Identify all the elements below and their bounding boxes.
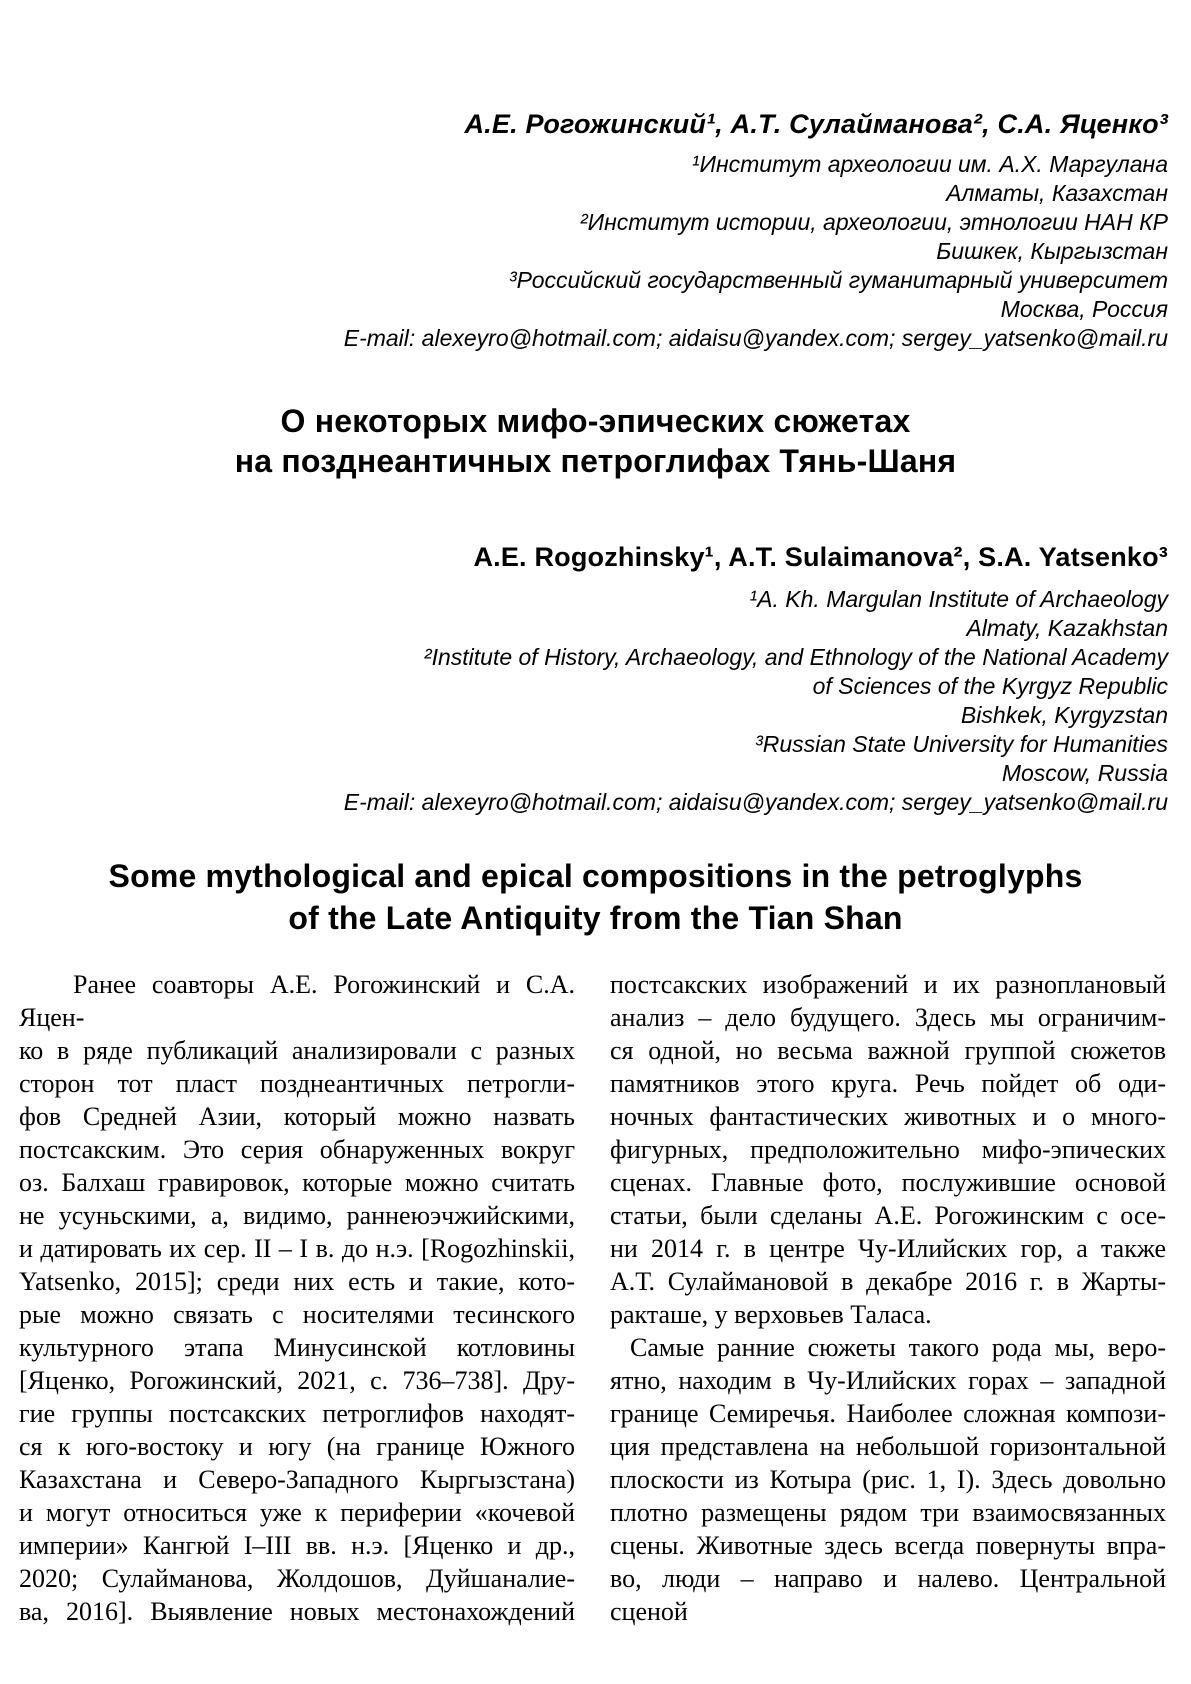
body-text-line: и датировать их сер. II – I в. до н.э. [Rogozhinskii,: [19, 1234, 575, 1263]
body-text-line: Yatsenko, 2015]; среди них есть и такие, кото-: [19, 1267, 575, 1296]
body-text-line: гие группы постсакских петроглифов находят-: [19, 1399, 575, 1428]
title-russian-line-2: на позднеантичных петроглифах Тянь-Шаня: [234, 443, 957, 479]
affiliation-line: Almaty, Kazakhstan: [966, 615, 1168, 641]
body-text-line: во, люди – направо и налево. Центральной сценой: [610, 1564, 1166, 1626]
title-russian-line-1: О некоторых мифо-эпических сюжетах: [280, 403, 911, 439]
body-text-line: оз. Балхаш гравировок, которые можно считать: [19, 1168, 575, 1197]
affiliation-line: Бишкек, Кыргызстан: [936, 238, 1168, 264]
body-column-left: [19, 968, 575, 1628]
title-english: [0, 855, 1191, 939]
affiliation-line: Москва, Россия: [1000, 296, 1168, 322]
affiliation-line: Bishkek, Kyrgyzstan: [960, 702, 1168, 728]
body-text-line: ция представлена на небольшой горизонтальной: [610, 1432, 1166, 1461]
body-text-line: [Яценко, Рогожинский, 2021, с. 736–738]. Дру-: [19, 1366, 575, 1395]
affiliation-line: Алматы, Казахстан: [946, 180, 1168, 206]
authors-russian: А.Е. Рогожинский¹, А.Т. Сулайманова², С.А. Яценко³: [464, 109, 1168, 139]
body-text-line: границе Семиречья. Наиболее сложная компози-: [610, 1399, 1166, 1428]
title-russian: [0, 401, 1191, 481]
title-english-line-1: Some mythological and epical compositions in the petroglyphs: [108, 858, 1083, 894]
body-text-line: постсакских изображений и их разноплановый: [610, 970, 1166, 999]
body-text-line: ракташе, у верховьев Таласа.: [610, 1300, 932, 1329]
body-text-line: Ранее соавторы А.Е. Рогожинский и С.А. Яцен-: [19, 970, 575, 1032]
affiliation-line: of Sciences of the Kyrgyz Republic: [812, 673, 1168, 699]
body-text-line: плотно размещены рядом три взаимосвязанных: [610, 1498, 1166, 1527]
body-text-line: А.Т. Сулаймановой в декабре 2016 г. в Жарты-: [610, 1267, 1166, 1296]
affiliations-english: [0, 585, 1168, 788]
body-text-line: анализ – дело будущего. Здесь мы ограничим-: [610, 1003, 1166, 1032]
body-text-line: сторон тот пласт позднеантичных петрогли-: [19, 1069, 575, 1098]
title-english-line-2: of the Late Antiquity from the Tian Shan: [288, 900, 903, 936]
body-text-line: сцены. Животные здесь всегда повернуты впра-: [610, 1531, 1166, 1560]
body-text-line: ся к юго-востоку и югу (на границе Южного: [19, 1432, 575, 1461]
email-line-russian: E-mail: alexeyro@hotmail.com; aidaisu@yandex.com; sergey_yatsenko@mail.ru: [343, 325, 1168, 351]
english-author-block: [0, 539, 1191, 817]
body-text-line: Самые ранние сюжеты такого рода мы, веро-: [630, 1333, 1166, 1362]
body-text-line: статьи, были сделаны А.Е. Рогожинским с осе-: [610, 1201, 1166, 1230]
affiliation-line: Moscow, Russia: [1001, 760, 1168, 786]
body-text-line: сценах. Главные фото, послужившие основой: [610, 1168, 1166, 1197]
body-text-line: памятников этого круга. Речь пойдет об оди-: [610, 1069, 1166, 1098]
body-text-line: ва, 2016]. Выявление новых местонахождений: [19, 1597, 575, 1626]
body-text-line: Казахстана и Северо-Западного Кыргызстана): [19, 1465, 575, 1494]
affiliation-line: ²Institute of History, Archaeology, and Ethnology of the National Academy: [423, 644, 1168, 670]
affiliations-russian: [0, 150, 1168, 324]
affiliation-line: ³Russian State University for Humanities: [755, 731, 1168, 757]
body-text-line: фигурных, предположительно мифо-эпических: [610, 1135, 1166, 1164]
affiliation-line: ¹A. Kh. Margulan Institute of Archaeology: [749, 586, 1168, 612]
body-text-line: ко в ряде публикаций анализировали с разных: [19, 1036, 575, 1065]
body-text-line: империи» Кангюй I–III вв. н.э. [Яценко и др.,: [19, 1531, 575, 1560]
body-text-line: ся одной, но весьма важной группой сюжетов: [610, 1036, 1166, 1065]
body-text-line: и могут относиться уже к периферии «кочевой: [19, 1498, 575, 1527]
authors-english: A.E. Rogozhinsky¹, A.T. Sulaimanova², S.A. Yatsenko³: [473, 542, 1168, 572]
body-text-line: ятно, находим в Чу-Илийских горах – западной: [610, 1366, 1166, 1395]
body-text-line: ни 2014 г. в центре Чу-Илийских гор, а также: [610, 1234, 1166, 1263]
body-text-line: рые можно связать с носителями тесинского: [19, 1300, 575, 1329]
body-text-line: постсакским. Это серия обнаруженных вокруг: [19, 1135, 575, 1164]
body-text-line: ночных фантастических животных и о много-: [610, 1102, 1166, 1131]
body-column-right: [610, 968, 1166, 1628]
body-text-line: 2020; Сулайманова, Жолдошов, Дуйшаналие-: [19, 1564, 575, 1593]
article-body: [0, 968, 1191, 1628]
russian-author-block: [0, 106, 1191, 353]
affiliation-line: ³Российский государственный гуманитарный университет: [508, 267, 1168, 293]
affiliation-line: ²Институт истории, археологии, этнологии НАН КР: [579, 209, 1168, 235]
body-text-line: не усуньскими, а, видимо, раннеюэчжийскими,: [19, 1201, 575, 1230]
affiliation-line: ¹Институт археологии им. А.Х. Маргулана: [691, 151, 1168, 177]
email-line-english: E-mail: alexeyro@hotmail.com; aidaisu@yandex.com; sergey_yatsenko@mail.ru: [343, 789, 1168, 815]
body-text-line: плоскости из Котыра (рис. 1, I). Здесь довольно: [610, 1465, 1166, 1494]
body-text-line: фов Средней Азии, который можно назвать: [19, 1102, 575, 1131]
body-text-line: культурного этапа Минусинской котловины: [19, 1333, 575, 1362]
